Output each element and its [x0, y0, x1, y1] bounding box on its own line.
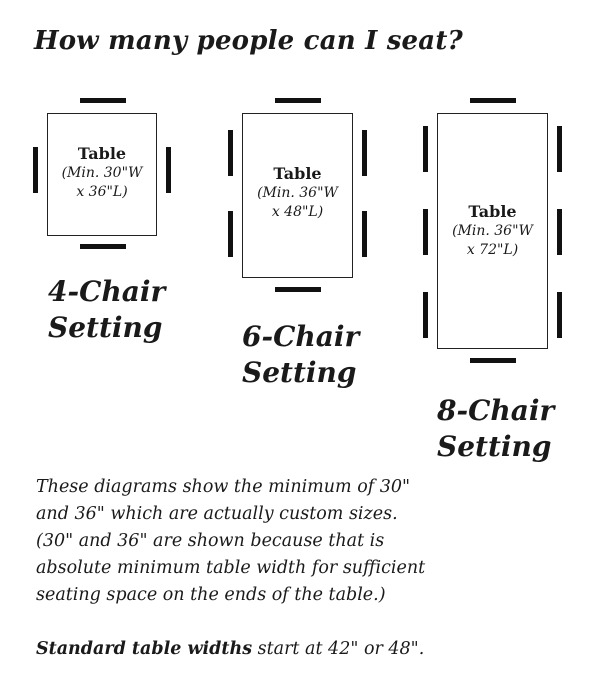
standard-widths-rest: start at 42" or 48". [252, 639, 425, 659]
chair-top [80, 98, 126, 103]
table-dims-line1: (Min. 30"W [61, 165, 143, 181]
setting-line2: Setting [48, 311, 163, 344]
note-line: and 36" which are actually custom sizes. [36, 504, 398, 524]
setting-line1: 8-Chair [437, 394, 555, 427]
standard-widths-note [36, 636, 576, 663]
setting-caption [437, 393, 554, 465]
chair-right-upper [362, 130, 367, 176]
note-line: absolute minimum table width for sufficient [36, 558, 426, 578]
chair-left-lower [228, 211, 233, 257]
setting-line1: 4-Chair [48, 275, 166, 308]
table-dims-line2: x 36"L) [76, 184, 128, 200]
page-title: How many people can I seat? [34, 26, 463, 56]
setting-line1: 6-Chair [242, 320, 360, 353]
chair-right-lower [362, 211, 367, 257]
chair-right-middle [557, 209, 562, 255]
table-rectangle [437, 113, 548, 349]
chair-bottom [275, 287, 321, 292]
chair-right-lower [557, 292, 562, 338]
table-dims-line2: x 72"L) [466, 242, 519, 258]
chair-bottom [470, 358, 516, 363]
table-label: Table [273, 164, 322, 183]
standard-widths-bold: Standard table widths [36, 639, 253, 659]
table-label: Table [77, 144, 127, 163]
note-line: (30" and 36" are shown because that is [36, 531, 385, 551]
chair-left-middle [423, 209, 428, 255]
table-label: Table [468, 202, 517, 221]
setting-line2: Setting [437, 430, 552, 463]
explanation-note [36, 474, 576, 609]
note-line: These diagrams show the minimum of 30" [36, 477, 411, 497]
chair-top [275, 98, 321, 103]
chair-left [33, 147, 38, 193]
chair-right-upper [557, 126, 562, 172]
table-dims-line2: x 48"L) [271, 204, 324, 220]
chair-right [166, 147, 171, 193]
table-dims-line1: (Min. 36"W [257, 185, 338, 201]
table-dims-line1: (Min. 36"W [452, 223, 533, 239]
chair-left-upper [228, 130, 233, 176]
chair-left-upper [423, 126, 428, 172]
table-rectangle [242, 113, 353, 278]
chair-top [470, 98, 516, 103]
setting-caption [242, 319, 359, 391]
setting-caption [48, 274, 165, 346]
chair-bottom [80, 244, 126, 249]
table-rectangle [47, 113, 157, 236]
setting-line2: Setting [242, 356, 357, 389]
chair-left-lower [423, 292, 428, 338]
note-line: seating space on the ends of the table.) [36, 585, 386, 605]
